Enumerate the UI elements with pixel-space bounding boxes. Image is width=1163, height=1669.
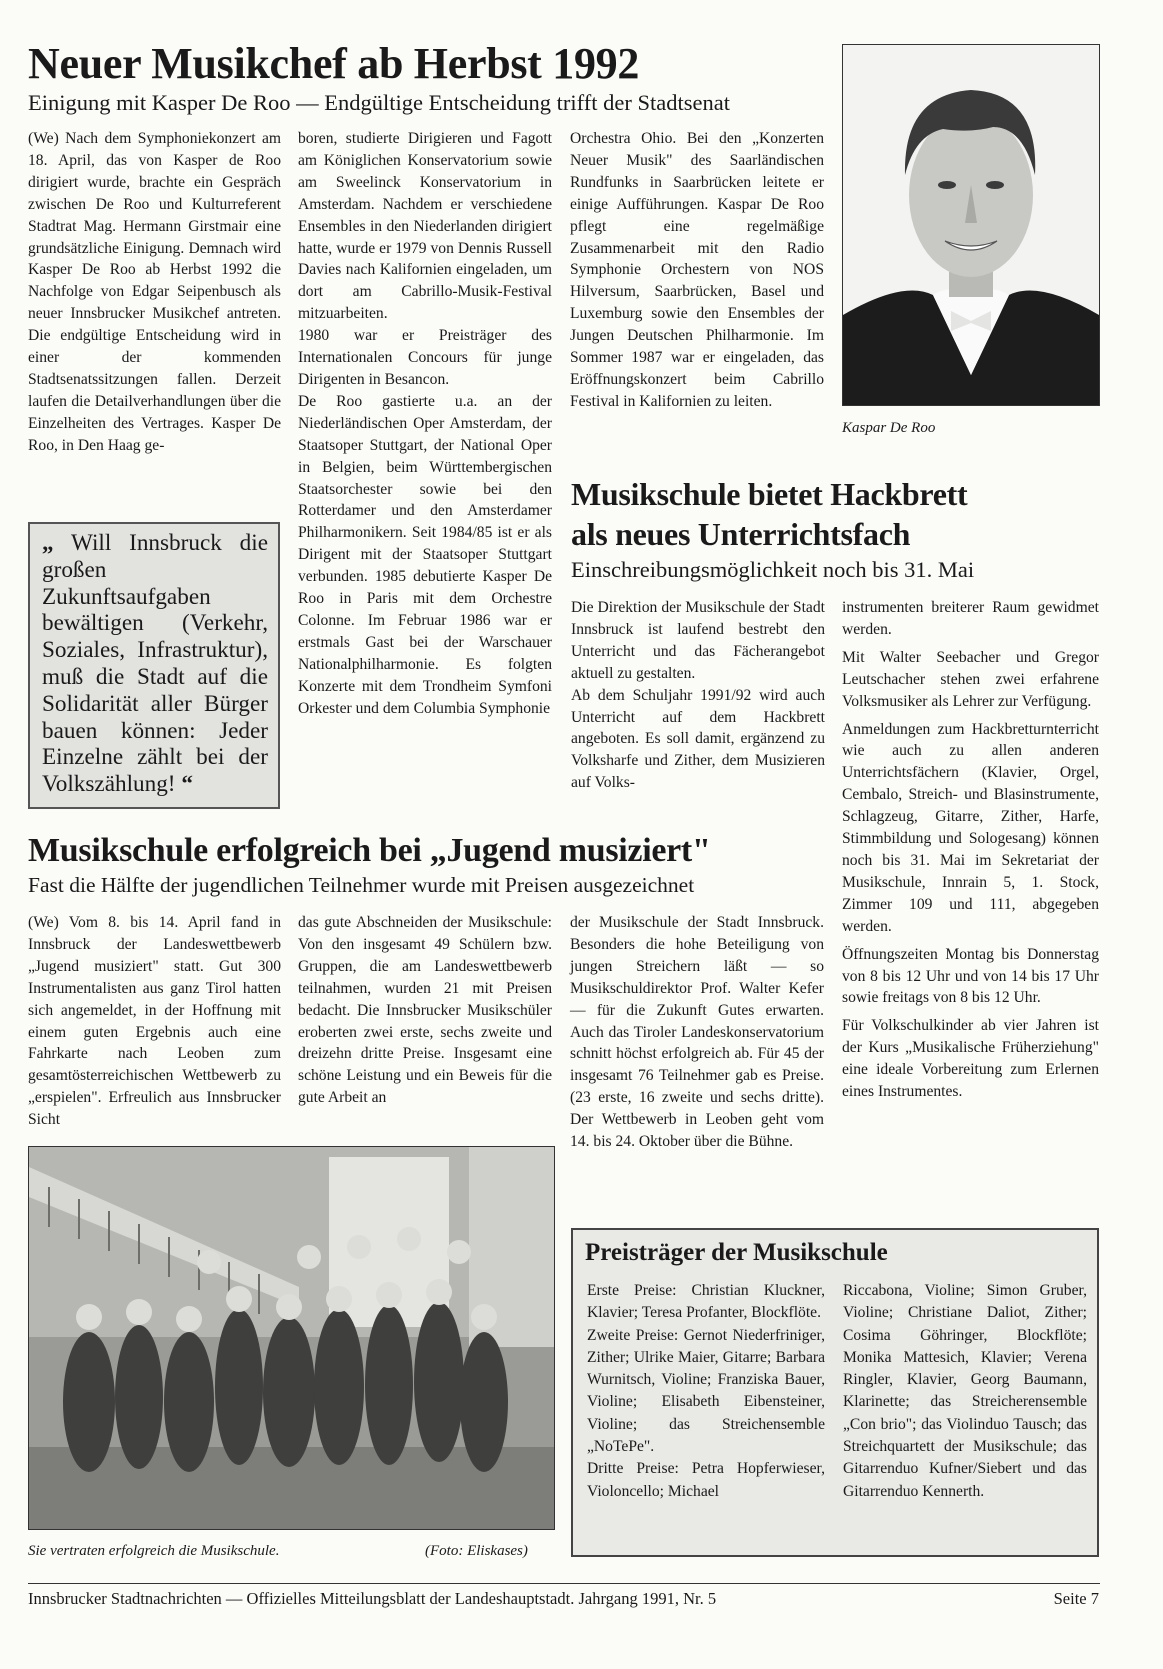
article3-subheadline: Fast die Hälfte der jugendlichen Teilnehmer wurde mit Preisen ausgezeichnet <box>28 873 695 897</box>
portrait-image <box>843 45 1099 405</box>
article2-col2-p3: Anmeldungen zum Hackbretturnterricht wie auch zu allen anderen Unterrichtsfächern (Klavier, Orgel, Cembalo, Streich- und Blasinstrumente, Schlagzeug, Gitarre, Zither, Harfe, Stimmbildung und Sologesang) können noch bis 31. Mai im Sekretariat der Musikschule, Innrain 5, 1. Stock, Zimmer 109 und 111, abgegeben werden. <box>842 720 1099 935</box>
article1-col2-p3: De Roo gastierte u.a. an der Niederländischen Oper Amsterdam, der Staatsoper Stuttgart, der National Oper in Belgien, beim Württembergischen Staatsorchester sowie bei den Rotterdamer und den Amsterdamer Philharmonikern. Seit 1984/85 ist er als Dirigent mit der Staatsoper Stuttgart verbunden. 1985 debutierte Kasper De Roo in Paris mit dem Orchestre Colonne. Im Februar 1986 war er erstmals Gast bei der Warschauer Nationalphilharmonie. Es folgten Konzerte mit dem Trondheim Symfoni Orkester und dem Columbia Symphonie <box>298 392 552 717</box>
article2-col1-p1: Die Direktion der Musikschule der Stadt Innsbruck ist laufend bestrebt den Unterricht und das Fächerangebot aktuell zu gestalten. <box>571 599 825 682</box>
group-photo-caption: Sie vertraten erfolgreich die Musikschule. <box>28 1543 280 1559</box>
footer-divider <box>28 1583 1100 1584</box>
quote-box <box>28 522 280 809</box>
article2-col2-p1: instrumenten breiterer Raum gewidmet werden. <box>842 599 1099 638</box>
footer-publication: Innsbrucker Stadtnachrichten — Offizielles Mitteilungsblatt der Landeshauptstadt. Jahrgang 1991, Nr. 5 <box>28 1589 717 1608</box>
portrait-caption: Kaspar De Roo <box>842 420 936 436</box>
article1-col2-p2: 1980 war er Preisträger des Internationalen Concours für junge Dirigenten in Besancon. <box>298 327 552 388</box>
portrait-photo <box>842 44 1100 406</box>
prize-first: Erste Preise: Christian Kluckner, Klavier; Teresa Profanter, Blockflöte. <box>587 1282 825 1322</box>
article2-col2-p5: Für Volkschulkinder ab vier Jahren ist der Kurs „Musikalische Früherziehung" eine ideale Vorbereitung zum Erlernen eines Instrumentes. <box>842 1017 1099 1101</box>
prize-third-start: Dritte Preise: Petra Hopferwieser, Violoncello; Michael <box>587 1460 825 1500</box>
quote-open-mark: „ <box>42 530 54 556</box>
article1-subheadline: Einigung mit Kasper De Roo — Endgültige Entscheidung trifft der Stadtsenat <box>28 90 730 115</box>
article3-column-2 <box>298 912 552 1109</box>
article3-column-1 <box>28 912 281 1131</box>
article2-headline-line2: als neues Unterrichtsfach <box>571 516 911 552</box>
group-photo-credit: (Foto: Eliskases) <box>425 1543 528 1559</box>
article2-headline-line1: Musikschule bietet Hackbrett <box>571 476 968 512</box>
group-photo <box>28 1146 555 1530</box>
prize-winners-box <box>571 1228 1099 1557</box>
article2-col1-p2: Ab dem Schuljahr 1991/92 wird auch Unterricht auf dem Hackbrett angeboten. Es soll damit, ergänzend zu Volksharfe und Zither, dem Musizieren auf Volks- <box>571 686 825 792</box>
article1-column-2 <box>298 128 552 719</box>
prize-box-title: Preisträger der Musikschule <box>585 1239 888 1266</box>
footer-page-number: Seite 7 <box>1053 1589 1099 1608</box>
article2-column-1 <box>571 597 825 794</box>
article2-column-2 <box>842 597 1099 1103</box>
article1-column-3 <box>570 128 824 413</box>
prize-second: Zweite Preise: Gernot Niederfriniger, Zither; Ulrike Maier, Gitarre; Barbara Wurnitsch, Violine; Franziska Bauer, Violine; Elisabeth Eibensteiner, Violine; das Streichensemble „NoTePe". <box>587 1326 825 1456</box>
quote-close-mark: “ <box>181 771 193 798</box>
article3-col1-text: (We) Vom 8. bis 14. April fand in Innsbruck der Landeswettbewerb „Jugend musiziert" statt. Gut 300 Instrumentalisten aus ganz Tirol hatten sich angemeldet, in der Hoffnung mit einem guten Ergebnis auch eine Fahrkarte nach Leoben zum gesamtösterreichischen Wettbewerb zu „erspielen". Erfreulich aus Innsbrucker Sicht <box>28 914 281 1129</box>
article1-col1-text: (We) Nach dem Symphoniekonzert am 18. April, das von Kasper de Roo dirigiert wurde, brachte ein Gespräch zwischen De Roo und Kulturreferent Stadtrat Mag. Hermann Girstmair eine grundsätzliche Einigung. Demnach wird Kasper De Roo ab Herbst 1992 die Nachfolge von Edgar Seipenbusch als neuer Innsbrucker Musikchef antreten. Die endgültige Entscheidung wird in einer der kommenden Stadtsenatssitzungen fallen. Derzeit laufen die Detailverhandlungen über die Einzelheiten des Vertrages. Kasper De Roo, in Den Haag ge- <box>28 130 281 454</box>
group-photo-image <box>29 1147 554 1529</box>
article1-column-1 <box>28 128 281 457</box>
article2-subheadline: Einschreibungsmöglichkeit noch bis 31. Mai <box>571 557 975 582</box>
article3-headline: Musikschule erfolgreich bei „Jugend musiziert" <box>28 832 711 869</box>
article3-col3-text: der Musikschule der Stadt Innsbruck. Besonders die hohe Beteiligung von jungen Streichern läßt — so Musikschuldirektor Prof. Walter Kefer — für die Zukunft Gutes erwarten. Auch das Tiroler Landeskonservatorium schnitt höchst erfolgreich ab. Für 45 der insgesamt 76 Teilnehmer gab es Preise. (23 erste, 16 zweite und sechs dritte). Der Wettbewerb in Leoben geht vom 14. bis 24. Oktober über die Bühne. <box>570 914 824 1151</box>
prize-box-column-1 <box>587 1280 825 1503</box>
quote-text: Will Innsbruck die großen Zukunftsaufgaben bewältigen (Verkehr, Soziales, Infrastruktur), muß die Stadt auf die Solidarität aller Bürger bauen können: Jeder Einzelne zählt bei der Volkszählung! <box>42 530 268 798</box>
article3-col2-text: das gute Abschneiden der Musikschule: Von den insgesamt 49 Schülern bzw. Gruppen, die am Landeswettbewerb teilnahmen, wurden 21 mit Preisen bedacht. Die Innsbrucker Musikschüler eroberten zwei erste, sechs zweite und dreizehn dritte Preise. Insgesamt eine schöne Leistung und ein Beweis für die gute Arbeit an <box>298 914 552 1107</box>
article1-col2-p1: boren, studierte Dirigieren und Fagott am Königlichen Konservatorium sowie am Sweelinck Konservatorium in Amsterdam. Nachdem er verschiedene Ensembles in den Niederlanden dirigiert hatte, wurde er 1979 von Dennis Russell Davies nach Kalifornien eingeladen, um dort am Cabrillo-Musik-Festival mitzuarbeiten. <box>298 130 552 323</box>
article2-col2-p2: Mit Walter Seebacher und Gregor Leutschacher stehen zwei erfahrene Volksmusiker als Lehrer zur Verfügung. <box>842 648 1099 710</box>
article1-headline: Neuer Musikchef ab Herbst 1992 <box>28 39 640 88</box>
prize-third-continued: Riccabona, Violine; Simon Gruber, Violine; Christiane Daliot, Zither; Cosima Göhringer, Blockflöte; Monika Mattesich, Klavier; Verena Ringler, Klavier, Georg Baumann, Klarinette; das Streicherensemble „Con brio"; das Violinduo Tausch; das Streichquartett der Musikschule; das Gitarrenduo Kufner/Siebert und das Gitarrenduo Kennerth. <box>843 1282 1087 1500</box>
prize-box-column-2 <box>843 1280 1087 1503</box>
article1-col3-text: Orchestra Ohio. Bei den „Konzerten Neuer Musik" des Saarländischen Rundfunks in Saarbrücken leitete er einige Aufführungen. Kaspar De Roo pflegt eine regelmäßige Zusammenarbeit mit den Radio Symphonie Orchestern von NOS Hilversum, Saarbrücken, Basel und Luxemburg sowie den Ensembles der Jungen Deutschen Philharmonie. Im Sommer 1987 war er eingeladen, das Eröffnungskonzert beim Cabrillo Festival in Kalifornien zu leiten. <box>570 130 824 410</box>
article3-column-3 <box>570 912 824 1153</box>
article2-col2-p4: Öffnungszeiten Montag bis Donnerstag von 8 bis 12 Uhr und von 14 bis 17 Uhr sowie freitags von 8 bis 12 Uhr. <box>842 945 1099 1007</box>
